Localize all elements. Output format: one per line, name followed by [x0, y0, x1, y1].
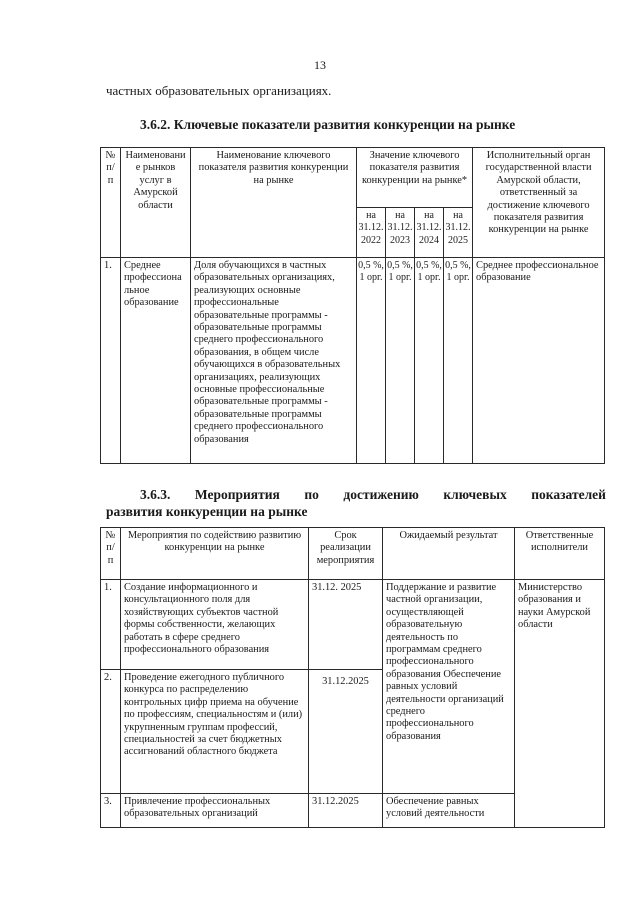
t1-header-market: Наименовани е рынков услуг в Амурской области: [121, 148, 191, 258]
heading2-word: ключевых: [443, 487, 507, 502]
t2-header-result: Ожидаемый результат: [383, 528, 515, 580]
heading2-word: 3.6.3.: [140, 487, 171, 502]
t2-row3-num: 3.: [101, 794, 121, 828]
t2-header-num: № п/п: [101, 528, 121, 580]
measures-table: [100, 527, 605, 828]
t1-row-market: Среднее профессиона льное образование: [121, 258, 191, 464]
t2-header-measure: Мероприятия по содействию развитию конкуренции на рынке: [121, 528, 309, 580]
heading2-word: показателей: [531, 487, 606, 502]
heading2-line2: развития конкуренции на рынке: [106, 504, 308, 519]
t2-row2-measure: Проведение ежегодного публичного конкурса по распределению контрольных цифр приема на обучение по профессиям, специальностям и (или) укрупненным группам профессий, специальностей за счет бюджетных ассигнований областного бюджета: [121, 670, 309, 794]
t1-header-indicator: Наименование ключевого показателя развития конкуренции на рынке: [191, 148, 357, 258]
t2-row2-term: 31.12.2025: [309, 670, 383, 794]
t2-merged-result: Поддержание и развитие частной организации, осуществляющей образовательную деятельность по программам среднего профессионального образования Обеспечение равных условий деятельности организаций среднего профессионального образования: [383, 580, 515, 794]
t2-row2-num: 2.: [101, 670, 121, 794]
t2-header-term: Срок реализации мероприятия: [309, 528, 383, 580]
table-row: [101, 258, 605, 464]
t1-row-num: 1.: [101, 258, 121, 464]
heading2-word: достижению: [343, 487, 419, 502]
t2-row3-result: Обеспечение равных условий деятельности: [383, 794, 515, 828]
t2-row1-measure: Создание информационного и консультационного поля для хозяйствующих субъектов частной формы собственности, желающих работать в сфере среднего профессионального образования: [121, 580, 309, 670]
t1-header-authority: Исполнительный орган государственной власти Амурской области, ответственный за достижение ключевого показателя развития конкуренции на рынке: [473, 148, 605, 258]
t1-row-value-2024: 0,5 %, 1 орг.: [415, 258, 444, 464]
t2-row1-num: 1.: [101, 580, 121, 670]
table-row: [101, 580, 605, 670]
t1-row-indicator: Доля обучающихся в частных образовательных организациях, реализующих основные профессиональные образовательные программы - образовательные программы среднего профессионального образования, в общем числе обучающихся в образовательных организациях, реализующих основные профессиональные образовательные программы - образовательные программы среднего профессионального образования: [191, 258, 357, 464]
t1-year-2025: на 31.12. 2025: [444, 208, 473, 258]
t2-row3-measure: Привлечение профессиональных образовательных организаций: [121, 794, 309, 828]
heading2-word: по: [304, 487, 319, 502]
page-number: 13: [314, 58, 326, 72]
t1-row-value-2022: 0,5 %, 1 орг.: [357, 258, 386, 464]
t2-row1-term: 31.12. 2025: [309, 580, 383, 670]
t1-year-2023: на 31.12. 2023: [386, 208, 415, 258]
t1-row-value-2023: 0,5 %, 1 орг.: [386, 258, 415, 464]
t1-year-2022: на 31.12. 2022: [357, 208, 386, 258]
t2-merged-responsible: Министерство образования и науки Амурской области: [515, 580, 605, 828]
section-heading-3-6-2: 3.6.2. Ключевые показатели развития конкуренции на рынке: [140, 117, 516, 132]
t2-row3-term: 31.12.2025: [309, 794, 383, 828]
t1-year-2024: на 31.12. 2024: [415, 208, 444, 258]
t1-header-num: № п/п: [101, 148, 121, 258]
heading2-word: Мероприятия: [194, 487, 280, 502]
t1-row-value-2025: 0,5 %, 1 орг.: [444, 258, 473, 464]
key-indicators-table: [100, 147, 605, 464]
section-heading-3-6-3: [106, 486, 606, 520]
t1-row-authority: Среднее профессиональное образование: [473, 258, 605, 464]
t1-header-value: Значение ключевого показателя развития конкуренции на рынке*: [357, 148, 473, 208]
continuation-text: частных образовательных организациях.: [106, 83, 332, 98]
t2-header-responsible: Ответственные исполнители: [515, 528, 605, 580]
